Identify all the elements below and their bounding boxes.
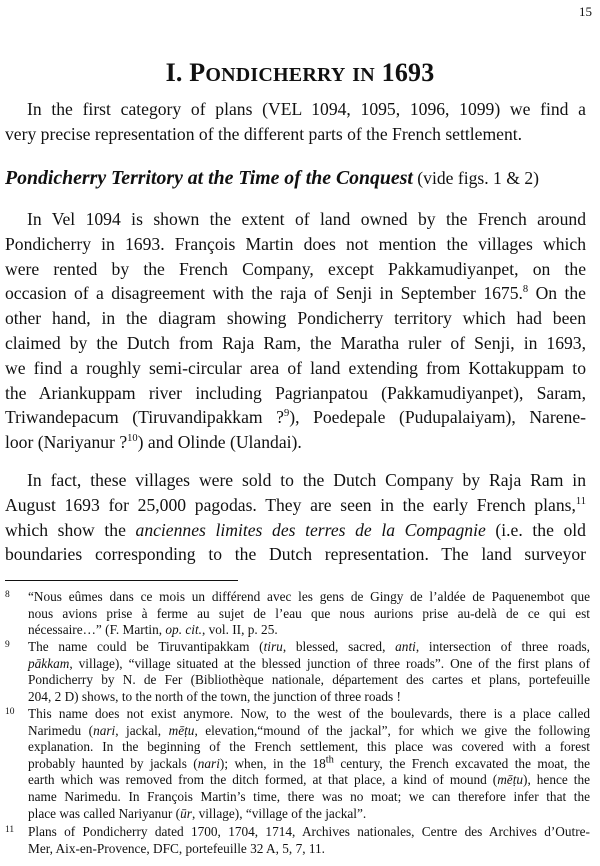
text-line: the Ariankuppam river including Pagrianpatou (Pakkamudiyanpet), Saram, (5, 382, 586, 403)
footnote-line: Mer, Aix-en-Provence, DFC, portefeuille 32 A, 5, 7, 11. (28, 840, 325, 856)
footnote-line: 11 Plans of Pondicherry dated 1700, 1704, 1714, Archives nationales, Centre des Archives d’Outre- (5, 824, 590, 839)
chapter-title: I. PONDICHERRY IN 1693 (165, 58, 435, 87)
footnote-ref-8[interactable]: 8 (522, 284, 529, 296)
footnote-number: 9 (5, 640, 10, 650)
text-line: occasion of a disagreement with the raja of Senji in September 1675.$^8$ On the (5, 283, 586, 304)
footnote-number: 11 (5, 825, 15, 835)
paragraph-2 (5, 468, 586, 567)
footnote-9 (5, 637, 590, 705)
footnote-line: pākkam, village), “village situated at the blessed junction of three roads”. One of the first plans of (28, 655, 590, 671)
text-line: other hand, in the diagram showing Pondicherry territory which had been (5, 308, 586, 329)
text-line: Pondicherry in 1693. François Martin does not mention the villages which (5, 233, 586, 254)
footnote-line: nécessaire…” (F. Martin, op. cit., vol. II, p. 25. (28, 622, 278, 638)
footnote-line: place was called Nariyanur (ūr, village), “village of the jackal”. (28, 805, 367, 821)
text-line: very precise representation of the different parts of the French settlement. (5, 123, 523, 144)
text-line: In the first category of plans (VEL 1094, 1095, 1096, 1099) we find a (27, 99, 586, 119)
footnote-line: Pondicherry by N. de Fer (Bibliothèque nationale, département des cartes et plans, portefeuille (28, 672, 590, 688)
footnote-line: Narimedu (nari, jackal, mēṭu, elevation,“mound of the jackal”, for which we give the following (28, 722, 591, 738)
footnote-line: 204, 2 D) shows, to the north of the town, the junction of three roads ! (28, 688, 401, 704)
footnote-ref-11[interactable]: 11 (575, 495, 586, 507)
text-line: loor (Nariyanur ?$^{10}$) and Olinde (Ulandai). (5, 432, 302, 453)
section-heading: Pondicherry Territory at the Time of the Conquest (vide figs. 1 & 2) (5, 167, 539, 189)
text-line: we find a roughly semi-circular area of land extending from Kottakuppam to (5, 357, 586, 378)
text-line: Triwandepacum (Tiruvandipakkam ?$^9$), Poedepale (Pudupalaiyam), Narene- (5, 407, 586, 428)
footnote-number: 8 (5, 590, 10, 600)
text-line: which show the anciennes limites des terres de la Compagnie (i.e. the old (5, 519, 586, 540)
footnote-line: 8 “Nous eûmes dans ce mois un différend avec les gens de Gingy de l’aldée de Paquenembot que (5, 589, 590, 604)
footnote-11 (5, 822, 590, 857)
page-number: 15 (579, 4, 592, 19)
text-line: August 1693 for 25,000 pagodas. They are seen in the early French plans,$^{11}$ (5, 494, 586, 515)
footnote-line: explanation. In the beginning of the French settlement, this place was covered with a forest (28, 739, 590, 755)
footnote-line: 9 The name could be Tiruvantipakkam (tiru, blessed, sacred, anti, intersection of three roads, (5, 639, 590, 654)
text-line: claimed by the Dutch from Raja Ram, the Maratha ruler of Senji, in 1693, (5, 332, 586, 353)
paragraph-1 (5, 207, 586, 455)
intro-paragraph (5, 97, 586, 147)
footnote-10 (5, 704, 590, 822)
text-line: In Vel 1094 is shown the extent of land owned by the French around (27, 209, 586, 229)
footnote-line: earth which was removed from the ditch formed, at that place, a kind of mound (mēṭu), hence the (28, 772, 590, 788)
footnote-line: name Narimedu. In François Martin’s time, there was no moat; we can therefore infer that the (28, 788, 590, 804)
text-line: were rented by the French Company, except Pakkamudiyanpet, on the (5, 258, 586, 279)
footnote-line: probably haunted by jackals (nari); when, in the 18th century, the French excavated the moat, the (28, 754, 590, 771)
footnote-8 (5, 587, 590, 639)
footnote-number: 10 (5, 707, 15, 717)
footnote-ref-10[interactable]: 10 (127, 433, 138, 445)
text-line: In fact, these villages were sold to the Dutch Company by Raja Ram in (27, 470, 586, 490)
footnote-rule (5, 580, 238, 581)
footnote-ref-9[interactable]: 9 (284, 408, 290, 420)
text-line: boundaries corresponding to the Dutch representation. The land surveyor (5, 544, 586, 565)
footnote-line: 10 This name does not exist anymore. Now, to the west of the boulevards, there is a place called (5, 706, 590, 721)
footnote-line: nous avions prise à ferme au sujet de l’eau que nous aurions prise au-delà de ce qui est (28, 605, 590, 621)
